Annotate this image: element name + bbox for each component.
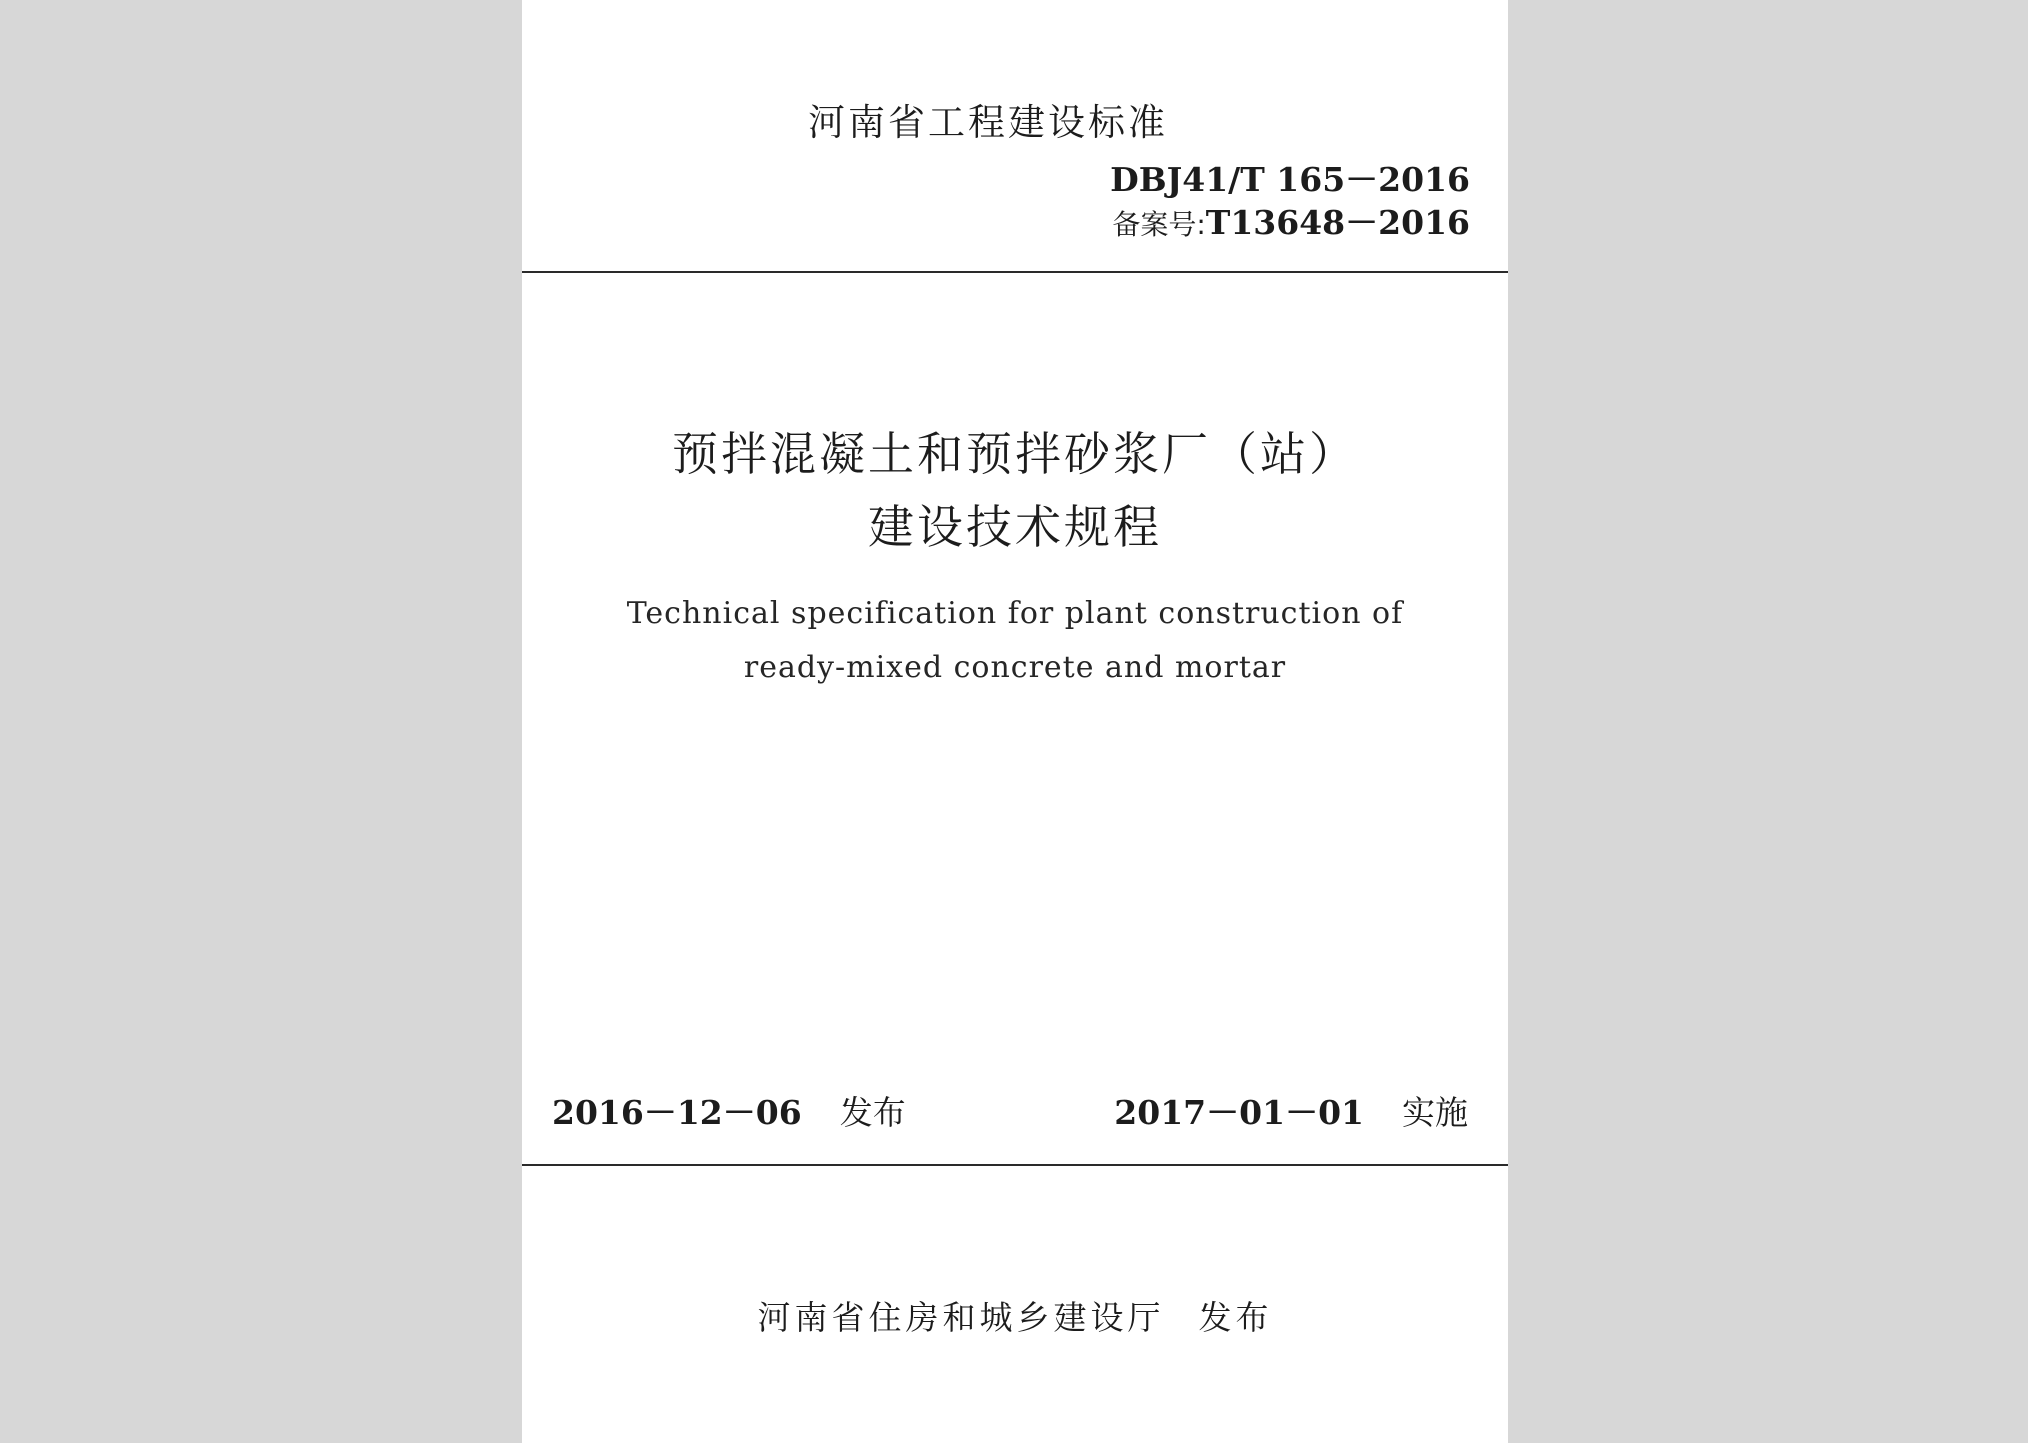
issue-date: 2016－12－06 <box>552 1093 802 1132</box>
filing-number-label: 备案号: <box>1112 208 1206 241</box>
publisher-name: 河南省住房和城乡建设厅 <box>757 1298 1165 1337</box>
effective-label: 实施 <box>1402 1093 1468 1132</box>
publisher-action: 发布 <box>1198 1298 1273 1337</box>
title-chinese-line-2: 建设技术规程 <box>868 500 1162 554</box>
issue-label: 发布 <box>839 1093 906 1132</box>
title-english-line-2: ready-mixed concrete and mortar <box>743 650 1287 685</box>
title-chinese-line-1: 预拌混凝土和预拌砂浆厂（站） <box>672 427 1358 481</box>
standard-cover-page <box>522 0 1508 1443</box>
title-english-line-1: Technical specification for plant construction of <box>626 596 1404 631</box>
effective-date: 2017－01－01 <box>1114 1093 1364 1132</box>
publisher-line <box>522 1292 1508 1339</box>
top-divider <box>522 271 1508 273</box>
bottom-divider <box>522 1164 1508 1166</box>
effective-date-line <box>1114 1092 1468 1134</box>
filing-number: T13648－2016 <box>1205 203 1470 242</box>
standard-series-title: 河南省工程建设标准 <box>808 101 1168 144</box>
standard-code: DBJ41/T 165－2016 <box>1110 160 1470 199</box>
issue-date-line <box>552 1092 906 1134</box>
filing-number-line <box>1110 201 1470 246</box>
standard-code-block <box>1110 158 1470 246</box>
